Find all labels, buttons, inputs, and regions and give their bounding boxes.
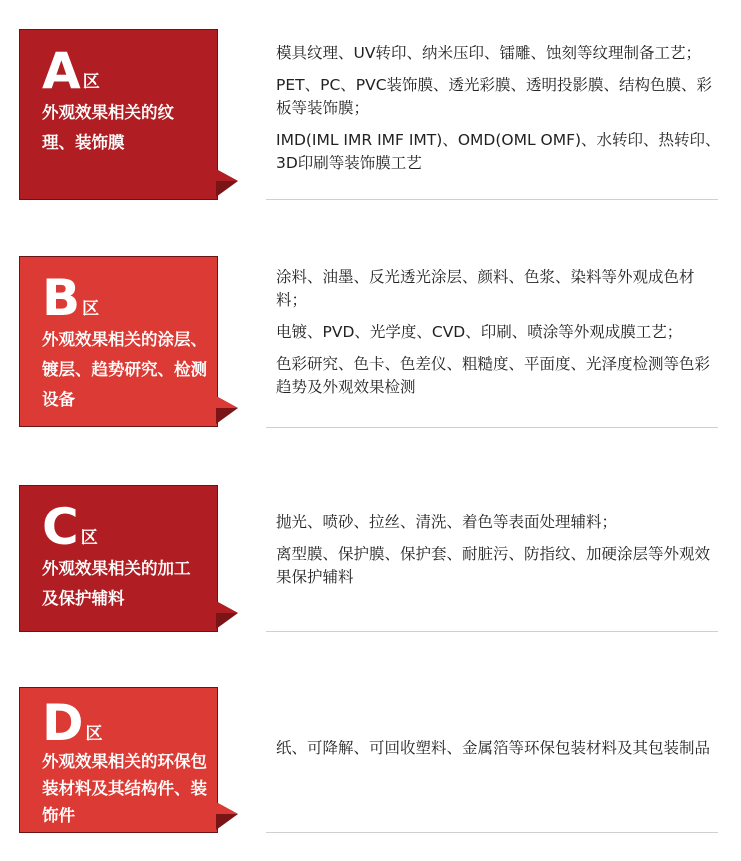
- zone-a-fold-corner: [216, 169, 240, 199]
- zone-a-item: IMD(IML IMR IMF IMT)、OMD(OML OMF)、水转印、热转印、3D印刷等装饰膜工艺: [276, 131, 721, 172]
- zone-b-zone-label: 区: [82, 299, 100, 319]
- zone-d-fold-corner: [216, 802, 240, 832]
- zone-d-description: 外观效果相关的环保包装材料及其结构件、装饰件: [42, 752, 207, 825]
- zone-a-item: PET、PC、PVC装饰膜、透光彩膜、透明投影膜、结构色膜、彩板等装饰膜；: [276, 76, 713, 117]
- zone-c-letter: C: [42, 498, 79, 556]
- zone-a-divider: [266, 199, 718, 200]
- zone-c-card: [19, 485, 218, 632]
- zone-b-description: 外观效果相关的涂层、镀层、趋势研究、检测设备: [42, 330, 207, 409]
- zone-a-zone-label: 区: [82, 72, 100, 92]
- zone-a-letter: A: [42, 42, 81, 100]
- zone-d-divider: [266, 832, 718, 833]
- zone-a-item: 模具纹理、UV转印、纳米压印、镭雕、蚀刻等纹理制备工艺；: [276, 44, 701, 62]
- zone-b-content: [276, 266, 722, 408]
- zone-b-card: [19, 256, 218, 427]
- zone-b-letter: B: [42, 269, 81, 327]
- zone-c-content: [276, 511, 722, 598]
- zone-d-content: [276, 737, 722, 769]
- zone-c-fold-corner: [216, 601, 240, 631]
- zone-a-content: [276, 42, 722, 184]
- zone-b-divider: [266, 427, 718, 428]
- zone-c-divider: [266, 631, 718, 632]
- zone-d-letter: D: [42, 694, 84, 752]
- zone-c-zone-label: 区: [80, 528, 98, 548]
- zone-d-item: 纸、可降解、可回收塑料、金属箔等环保包装材料及其包装制品: [276, 739, 711, 757]
- zone-b-item: 色彩研究、色卡、色差仪、粗糙度、平面度、光泽度检测等色彩趋势及外观效果检测: [276, 355, 711, 396]
- zone-c-description: 外观效果相关的加工及保护辅料: [42, 559, 191, 608]
- zone-b-item: 涂料、油墨、反光透光涂层、颜料、色浆、染料等外观成色材料；: [276, 268, 695, 309]
- zone-a-description: 外观效果相关的纹理、装饰膜: [42, 103, 174, 152]
- zone-b-item: 电镀、PVD、光学度、CVD、印刷、喷涂等外观成膜工艺；: [276, 323, 683, 341]
- zone-d-zone-label: 区: [85, 724, 103, 744]
- zone-b-fold-corner: [216, 396, 240, 426]
- zone-c-item: 离型膜、保护膜、保护套、耐脏污、防指纹、加硬涂层等外观效果保护辅料: [276, 545, 711, 586]
- zone-d-card: [19, 687, 218, 833]
- zone-c-item: 抛光、喷砂、拉丝、清洗、着色等表面处理辅料；: [276, 513, 618, 531]
- zone-a-card: [19, 29, 218, 200]
